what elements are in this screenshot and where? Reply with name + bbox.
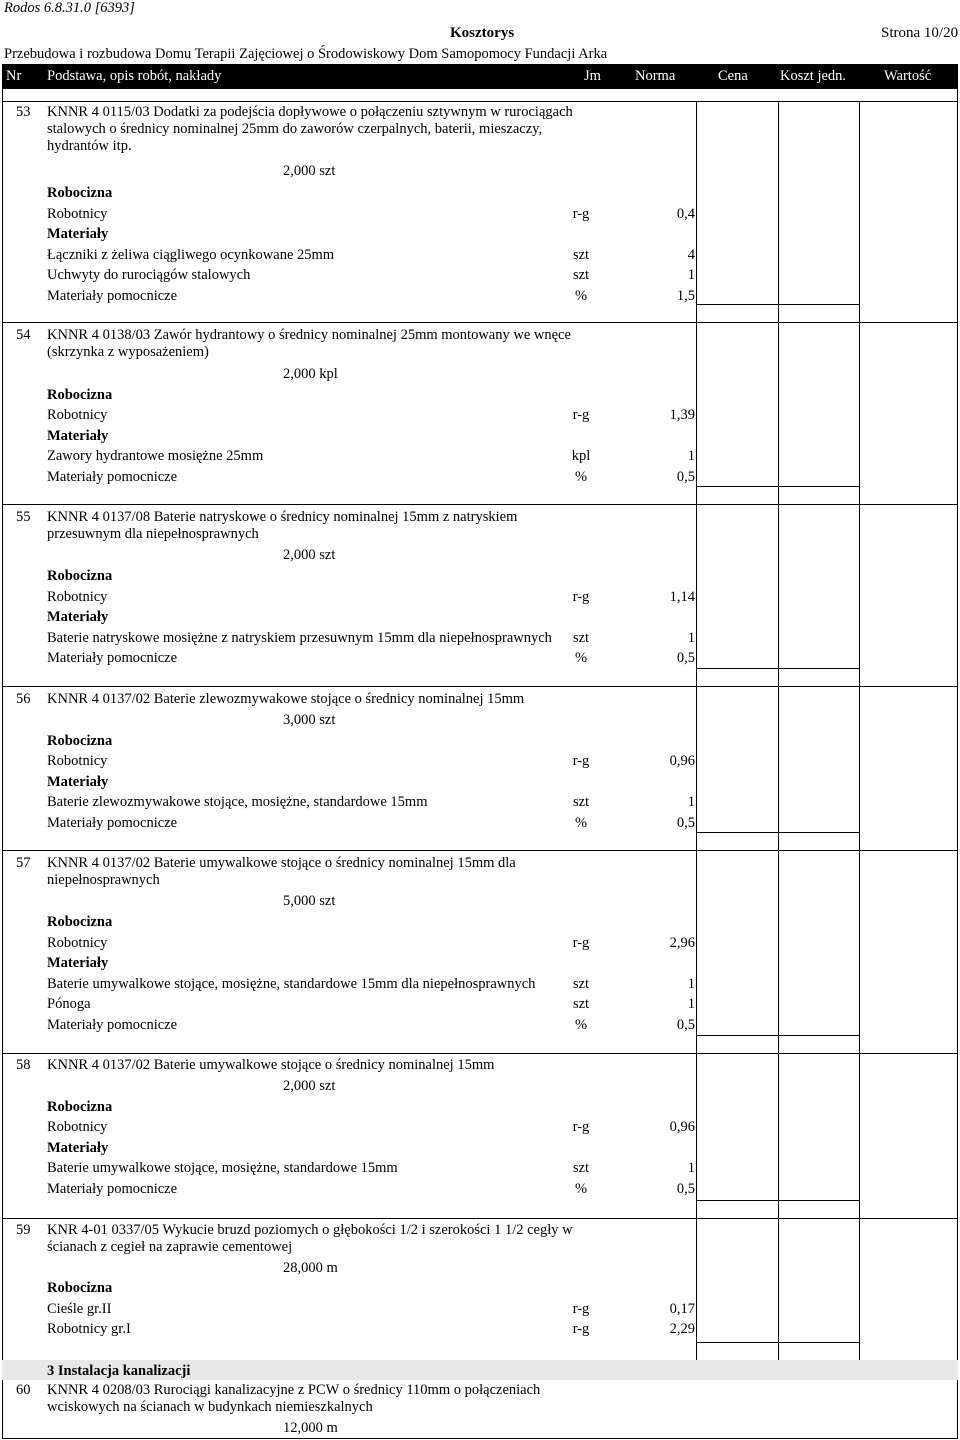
material-norm: 1 [687, 630, 695, 646]
position-description: KNNR 4 0115/03 Dodatki za podejścia dopływowe o połączeniu sztywnym w rurociągach stalowych o średnicy nominalnej 25mm do zaworów czerpalnych, baterii, mieszaczy, hydrantów itp. [47, 104, 573, 154]
table-rule [778, 322, 779, 504]
material-item: Zawory hydrantowe mosiężne 25mm [47, 448, 264, 464]
table-rule [2, 686, 958, 687]
table-rule [859, 1218, 860, 1360]
table-rule [778, 504, 779, 686]
material-item: Baterie natryskowe mosiężne z natryskiem przesuwnym 15mm dla niepełnosprawnych [47, 630, 552, 646]
labor-item: Cieśle gr.II [47, 1301, 112, 1317]
position-number: 59 [16, 1222, 31, 1238]
position-quantity: 5,000 szt [283, 893, 336, 909]
table-rule [859, 101, 860, 322]
table-rule [2, 322, 958, 323]
position-number: 56 [16, 691, 31, 707]
table-rule [696, 1200, 859, 1201]
labor-norm: 1,39 [669, 407, 695, 423]
material-norm: 1 [687, 996, 695, 1012]
material-norm: 0,5 [676, 1181, 695, 1197]
col-wartosc: Wartość [884, 68, 932, 84]
material-unit: szt [572, 247, 590, 263]
table-rule [859, 322, 860, 504]
materialy-heading: Materiały [47, 1140, 109, 1156]
material-unit: szt [572, 267, 590, 283]
material-unit: kpl [571, 448, 591, 464]
robocizna-heading: Robocizna [47, 733, 113, 749]
col-norma: Norma [635, 68, 676, 84]
table-rule [696, 1035, 859, 1036]
project-title: Przebudowa i rozbudowa Domu Terapii Zajęciowej o Środowiskowy Dom Samopomocy Fundacji Arka [4, 46, 608, 62]
material-unit: % [574, 288, 588, 304]
labor-norm: 0,96 [669, 1119, 695, 1135]
table-rule [696, 504, 697, 686]
material-item: Baterie umywalkowe stojące, mosiężne, standardowe 15mm [47, 1160, 398, 1176]
labor-unit: r-g [572, 407, 590, 423]
position-description: KNNR 4 0137/02 Baterie umywalkowe stojące o średnicy nominalnej 15mm [47, 1057, 495, 1073]
labor-norm: 2,96 [669, 935, 695, 951]
position-quantity: 2,000 szt [283, 547, 336, 563]
material-item: Baterie umywalkowe stojące, mosiężne, standardowe 15mm dla niepełnosprawnych [47, 976, 536, 992]
labor-norm: 1,14 [669, 589, 695, 605]
table-rule [696, 1342, 859, 1343]
table-rule [2, 1053, 958, 1054]
position-quantity: 3,000 szt [283, 712, 336, 728]
table-rule [778, 686, 779, 850]
table-rule [859, 686, 860, 850]
materialy-heading: Materiały [47, 955, 109, 971]
table-rule [696, 686, 697, 850]
material-item: Materiały pomocnicze [47, 650, 178, 666]
material-norm: 0,5 [676, 1017, 695, 1033]
material-unit: szt [572, 794, 590, 810]
table-rule [696, 1053, 697, 1218]
labor-item: Robotnicy [47, 589, 108, 605]
labor-unit: r-g [572, 1301, 590, 1317]
position-quantity: 2,000 kpl [283, 366, 338, 382]
material-item: Materiały pomocnicze [47, 815, 178, 831]
position-quantity: 2,000 szt [283, 163, 336, 179]
position-description: KNNR 4 0137/08 Baterie natryskowe o średnicy nominalnej 15mm z natryskiem przesuwnym dla niepełnosprawnych [47, 509, 518, 542]
position-number: 55 [16, 509, 31, 525]
robocizna-heading: Robocizna [47, 185, 113, 201]
labor-unit: r-g [572, 206, 590, 222]
position-number: 57 [16, 855, 31, 871]
table-rule [2, 1218, 958, 1219]
labor-item: Robotnicy [47, 206, 108, 222]
robocizna-heading: Robocizna [47, 1280, 113, 1296]
materialy-heading: Materiały [47, 226, 109, 242]
table-rule [778, 1053, 779, 1218]
material-unit: % [574, 650, 588, 666]
robocizna-heading: Robocizna [47, 1099, 113, 1115]
position-number: 60 [16, 1382, 31, 1398]
labor-unit: r-g [572, 1321, 590, 1337]
position-quantity: 12,000 m [283, 1420, 338, 1436]
robocizna-heading: Robocizna [47, 914, 113, 930]
table-rule [696, 832, 859, 833]
labor-unit: r-g [572, 935, 590, 951]
material-norm: 0,5 [676, 469, 695, 485]
col-koszt: Koszt jedn. [780, 68, 847, 84]
material-item: Materiały pomocnicze [47, 1181, 178, 1197]
material-norm: 1 [687, 448, 695, 464]
position-quantity: 2,000 szt [283, 1078, 336, 1094]
material-norm: 1 [687, 1160, 695, 1176]
labor-norm: 0,17 [669, 1301, 695, 1317]
col-jm: Jm [584, 68, 601, 84]
table-rule [696, 304, 859, 305]
materialy-heading: Materiały [47, 428, 109, 444]
table-rule [2, 101, 958, 102]
material-item: Łączniki z żeliwa ciągliwego ocynkowane 25mm [47, 247, 335, 263]
position-description: KNNR 4 0137/02 Baterie umywalkowe stojące o średnicy nominalnej 15mm dla niepełnosprawnych [47, 855, 516, 888]
material-item: Baterie zlewozmywakowe stojące, mosiężne, standardowe 15mm [47, 794, 428, 810]
position-description: KNNR 4 0137/02 Baterie zlewozmywakowe stojące o średnicy nominalnej 15mm [47, 691, 525, 707]
material-norm: 0,5 [676, 650, 695, 666]
position-description: KNNR 4 0208/03 Rurociągi kanalizacyjne z PCW o średnicy 110mm o połączeniach wciskowych na ścianach w budynkach niemieszkalnych [47, 1382, 541, 1415]
material-norm: 4 [687, 247, 695, 263]
material-unit: % [574, 469, 588, 485]
position-number: 53 [16, 104, 31, 120]
table-rule [2, 89, 3, 1439]
table-rule [859, 1053, 860, 1218]
table-rule [696, 486, 859, 487]
position-number: 58 [16, 1057, 31, 1073]
col-cena: Cena [718, 68, 748, 84]
position-number: 54 [16, 327, 31, 343]
labor-unit: r-g [572, 589, 590, 605]
robocizna-heading: Robocizna [47, 387, 113, 403]
table-rule [696, 1218, 697, 1360]
app-version: Rodos 6.8.31.0 [6393] [4, 0, 135, 16]
table-rule [2, 504, 958, 505]
table-rule [778, 1218, 779, 1360]
labor-norm: 0,96 [669, 753, 695, 769]
material-norm: 1 [687, 794, 695, 810]
labor-unit: r-g [572, 1119, 590, 1135]
labor-item: Robotnicy [47, 935, 108, 951]
table-rule [696, 668, 859, 669]
table-rule [2, 850, 958, 851]
labor-item: Robotnicy [47, 753, 108, 769]
material-unit: % [574, 1181, 588, 1197]
labor-item: Robotnicy [47, 1119, 108, 1135]
page-number: Strona 10/20 [881, 25, 959, 41]
labor-item: Robotnicy gr.I [47, 1321, 131, 1337]
material-unit: szt [572, 996, 590, 1012]
material-norm: 1,5 [676, 288, 695, 304]
material-unit: szt [572, 630, 590, 646]
section-title: 3 Instalacja kanalizacji [47, 1363, 191, 1379]
table-rule [778, 101, 779, 322]
labor-unit: r-g [572, 753, 590, 769]
material-item: Materiały pomocnicze [47, 288, 178, 304]
table-rule [2, 1438, 958, 1439]
material-unit: szt [572, 976, 590, 992]
material-item: Pónoga [47, 996, 91, 1012]
labor-norm: 0,4 [676, 206, 695, 222]
robocizna-heading: Robocizna [47, 568, 113, 584]
col-nr: Nr [6, 68, 22, 84]
table-rule [859, 850, 860, 1053]
table-rule [696, 101, 697, 322]
table-rule [859, 504, 860, 686]
position-description: KNNR 4 0138/03 Zawór hydrantowy o średnicy nominalnej 25mm montowany we wnęce (skrzynka z wyposażeniem) [47, 327, 571, 360]
column-header-bar [2, 64, 958, 89]
material-unit: szt [572, 1160, 590, 1176]
table-rule [696, 850, 697, 1053]
material-norm: 1 [687, 976, 695, 992]
doc-title: Kosztorys [450, 25, 515, 41]
material-unit: % [574, 1017, 588, 1033]
material-item: Materiały pomocnicze [47, 469, 178, 485]
material-item: Materiały pomocnicze [47, 1017, 178, 1033]
table-rule [957, 89, 958, 1439]
labor-item: Robotnicy [47, 407, 108, 423]
material-unit: % [574, 815, 588, 831]
material-norm: 0,5 [676, 815, 695, 831]
material-item: Uchwyty do rurociągów stalowych [47, 267, 251, 283]
materialy-heading: Materiały [47, 609, 109, 625]
position-description: KNR 4-01 0337/05 Wykucie bruzd poziomych o głębokości 1/2 i szerokości 1 1/2 cegły w ścianach z cegieł na zaprawie cementowej [47, 1222, 573, 1255]
position-quantity: 28,000 m [283, 1260, 338, 1276]
materialy-heading: Materiały [47, 774, 109, 790]
labor-norm: 2,29 [669, 1321, 695, 1337]
material-norm: 1 [687, 267, 695, 283]
table-rule [778, 850, 779, 1053]
table-rule [696, 322, 697, 504]
col-desc: Podstawa, opis robót, nakłady [47, 68, 222, 84]
